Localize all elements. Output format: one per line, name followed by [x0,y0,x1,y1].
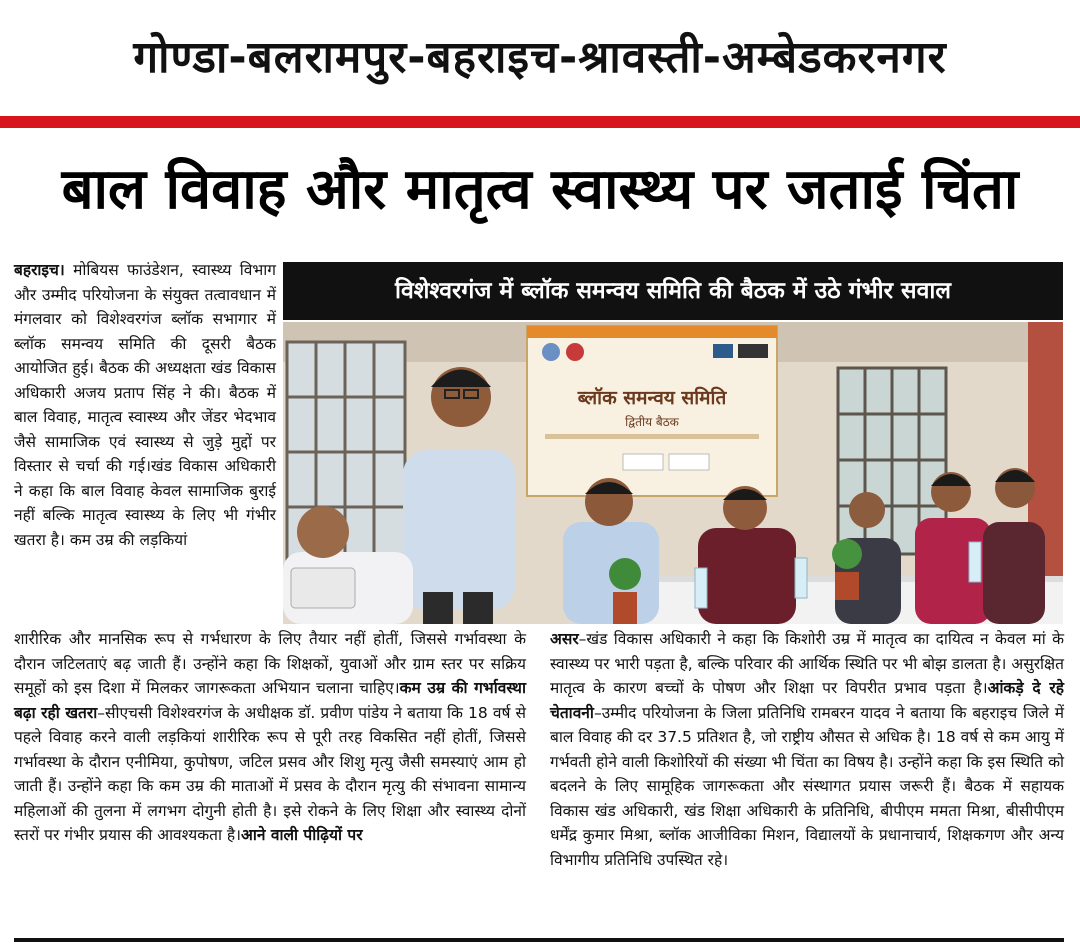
article-right-column [550,627,1064,872]
subheading-child-pregnancy-risk: कम उम्र की गर्भावस्था बढ़ा रही खतरा [14,679,526,722]
subheading-effect: असर [550,630,579,648]
headline: बाल विवाह और मातृत्व स्वास्थ्य पर जताई चिंता [61,157,1019,222]
article-text-right-1: –खंड विकास अधिकारी ने कहा कि किशोरी उम्र में मातृत्व का दायित्व न केवल मां के स्वास्थ्य पर भारी पड़ता है, बल्कि परिवार की आर्थिक स्थिति पर भी बोझ डालता है। असुरक्षित मातृत्व के कारण बच्चों के पोषण और शिक्षा पर विपरीत प्रभाव पड़ता है। [550,630,1064,697]
edition-title: गोण्डा-बलरामपुर-बहराइच-श्रावस्ती-अम्बेडकरनगर [133,32,947,83]
article-intro-column [14,258,276,552]
article-intro-text: मोबियस फाउंडेशन, स्वास्थ्य विभाग और उम्मीद परियोजना के संयुक्त तत्वावधान में मंगलवार को विशेश्वरगंज ब्लॉक सभागार में ब्लॉक समन्वय समिति की दूसरी बैठक आयोजित हुई। बैठक की अध्यक्षता खंड विकास अधिकारी अजय प्रताप सिंह ने की। बैठक में बाल विवाह, मातृत्व स्वास्थ्य और जेंडर भेदभाव जैसे सामाजिक एवं स्वास्थ्य से जुड़े मुद्दों पर विस्तार से चर्चा की गई।खंड विकास अधिकारी ने कहा कि बाल विवाह केवल सामाजिक बुराई नहीं बल्कि मातृत्व स्वास्थ्य के लिए भी गंभीर खतरा है। कम उम्र की लड़कियां [14,261,276,549]
banner-title: ब्लॉक समन्वय समिति [577,387,727,409]
banner-subtitle: द्वितीय बैठक [625,415,679,429]
meeting-banner [527,326,777,496]
article-text-bottom-left-2: –सीएचसी विशेश्वरगंज के अधीक्षक डॉ. प्रवीण पांडेय ने बताया कि 18 वर्ष से पहले विवाह करने वाली लड़कियां शारीरिक रूप से पूरी तरह विकसित नहीं होतीं, जिससे गर्भावस्था के दौरान एनीमिया, कुपोषण, जटिल प्रसव और शिशु मृत्यु जैसी समस्याएं आम हो जाती हैं। उन्होंने कहा कि कम उम्र की माताओं में प्रसव के दौरान मृत्यु की संभावना सामान्य महिलाओं की तुलना में लगभग दोगुनी होती है। इसे रोकने के लिए शिक्षा और स्वास्थ्य दोनों स्तरों पर गंभीर प्रयास की आवश्यकता है। [14,703,526,844]
red-divider [0,116,1080,128]
meeting-photo [283,322,1063,624]
subheading-statistics-warning: आंकड़े दे रहे चेतावनी [550,679,1064,722]
subheadline: विशेश्वरगंज में ब्लॉक समन्वय समिति की बैठक में उठे गंभीर सवाल [283,262,1063,320]
dateline: बहराइच। [14,261,65,279]
article-bottom-left-column [14,627,526,848]
article-text-right-2: –उम्मीद परियोजना के जिला प्रतिनिधि रामबरन यादव ने बताया कि बहराइच जिले में बाल विवाह की दर 37.5 प्रतिशत है, जो राष्ट्रीय औसत से अधिक है। 18 वर्ष से कम आयु में गर्भवती होने वाली किशोरियों की संख्या भी चिंता का विषय है। उन्होंने कहा कि इस स्थिति को बदलने के लिए सामूहिक जागरूकता और संस्थागत प्रयास जरूरी हैं। बैठक में सहायक विकास खंड अधिकारी, खंड शिक्षा अधिकारी के प्रतिनिधि, बीपीएम ममता मिश्रा, बीसीपीएम धर्मेंद्र कुमार मिश्रा, ब्लॉक आजीविका मिशन, विद्यालयों के प्रधानाचार्य, शिक्षकगण और अन्य विभागीय प्रतिनिधि उपस्थित रहे। [550,703,1064,869]
article-text-bottom-left-1: शारीरिक और मानसिक रूप से गर्भधारण के लिए तैयार नहीं होतीं, जिससे गर्भावस्था के दौरान जटिलताएं बढ़ जाती हैं। उन्होंने कहा कि शिक्षकों, युवाओं और ग्राम स्तर पर सक्रिय समूहों को इस दिशा में मिलकर जागरूकता अभियान चलाना चाहिए। [14,630,526,697]
bottom-rule [14,938,1064,942]
subheading-future-generations: आने वाली पीढ़ियों पर [241,826,363,844]
